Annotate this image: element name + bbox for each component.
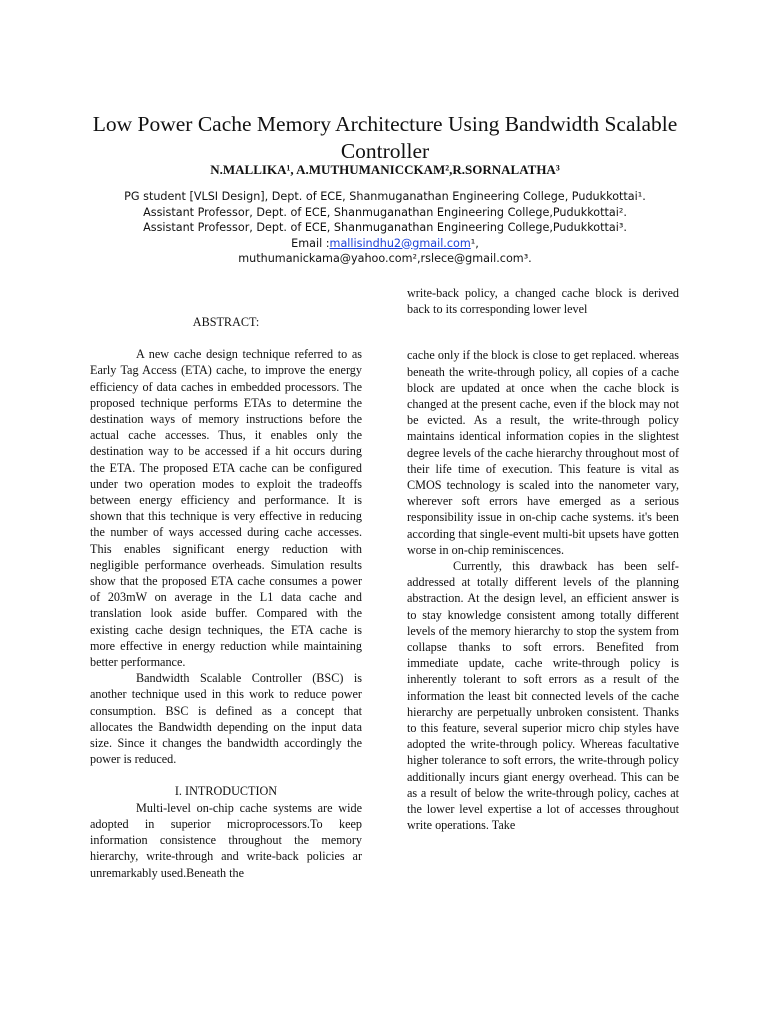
paper-title: Low Power Cache Memory Architecture Using Bandwidth Scalable Controller bbox=[92, 112, 678, 163]
right-column bbox=[407, 285, 679, 834]
email-line bbox=[60, 236, 710, 252]
author-list: N.MALLIKA¹, A.MUTHUMANICCKAM²,R.SORNALATHA³ bbox=[210, 162, 560, 177]
left-column bbox=[90, 314, 362, 881]
affiliation-line-3: Assistant Professor, Dept. of ECE, Shanmuganathan Engineering College,Pudukkottai³. bbox=[143, 221, 627, 234]
email-label: Email : bbox=[291, 236, 330, 250]
right-paragraph-0: write-back policy, a changed cache block is derived back to its corresponding lower level bbox=[407, 286, 679, 317]
email-suffix: ¹, bbox=[470, 236, 479, 250]
introduction-paragraph-1: Multi-level on-chip cache systems are wide adopted in superior microprocessors.To keep information consistence throughout the memory hierarchy, write-through and write-back policies ar unremarkably used.Beneath the bbox=[90, 800, 362, 880]
abstract-paragraph-2: Bandwidth Scalable Controller (BSC) is another technique used in this work to reduce power consumption. BSC is defined as a concept that allocates the Bandwidth depending on the input data size. Since it changes the bandwidth accordingly the power is reduced. bbox=[90, 671, 362, 767]
affiliation-line-1: PG student [VLSI Design], Dept. of ECE, Shanmuganathan Engineering College, Pudukkottai¹. bbox=[124, 190, 646, 203]
introduction-heading: I. INTRODUCTION bbox=[174, 784, 278, 799]
right-paragraph-1: cache only if the block is close to get replaced. whereas beneath the write-through policy, all copies of a cache block are updated at once when the cache block is changed at the present cache, even if the block may not be evicted. As a result, the write-through policy maintains identical information copies in the slightest degree levels of the cache hierarchy throughout most of their life time of execution. This feature is vital as CMOS technology is scaled into the nanometer vary, wherever soft errors have emerged as a serious responsibility issue in on-chip cache systems. it's been according that single-event multi-bit upsets have gotten worse in on-chip reminiscences. bbox=[407, 348, 679, 557]
abstract-heading: ABSTRACT: bbox=[192, 315, 260, 329]
email-link[interactable]: mallisindhu2@gmail.com bbox=[329, 236, 471, 250]
affiliations bbox=[60, 189, 710, 267]
right-paragraph-2: Currently, this drawback has been self-addressed at totally different levels of the planning abstraction. At the design level, an efficient answer is to stay knowledge consistent among totally different levels of the memory hierarchy to stop the system from collapse thanks to soft errors. Benefited from immediate update, cache write-through policy is inherently tolerant to soft errors as a result of the information the least bit connected levels of the cache hierarchy are perpetually unbroken consistent. Thanks to this feature, several superior micro chip styles have adopted the write-through policy. Whereas facultative higher tolerance to soft errors, the write-through policy additionally incurs giant energy overhead. This can be as a result of below the write-through policy, caches at the lower level expertise a lot of accesses throughout write operations. Take bbox=[407, 559, 679, 833]
email-line-2: muthumanickama@yahoo.com²,rslece@gmail.com³. bbox=[238, 252, 532, 265]
affiliation-line-2: Assistant Professor, Dept. of ECE, Shanmuganathan Engineering College,Pudukkottai². bbox=[143, 205, 627, 219]
abstract-paragraph-1: A new cache design technique referred to as Early Tag Access (ETA) cache, to improve the energy efficiency of data caches in embedded processors. The proposed technique performs ETAs to determine the destination ways of memory instructions before the actual cache accesses. Thus, it enables only the destination way to be accessed if a hit occurs during the ETA. The proposed ETA cache can be configured under two operation modes to exploit the tradeoffs between energy efficiency and performance. It is shown that this technique is very effective in reducing the number of ways accessed during cache accesses. This enables significant energy reduction with negligible performance overheads. Simulation results show that the proposed ETA cache consumes a power of 203mW on average in the L1 data cache and translation look aside buffer. Compared with the existing cache design techniques, the ETA cache is more effective in energy reduction while maintaining better performance. bbox=[90, 347, 362, 670]
